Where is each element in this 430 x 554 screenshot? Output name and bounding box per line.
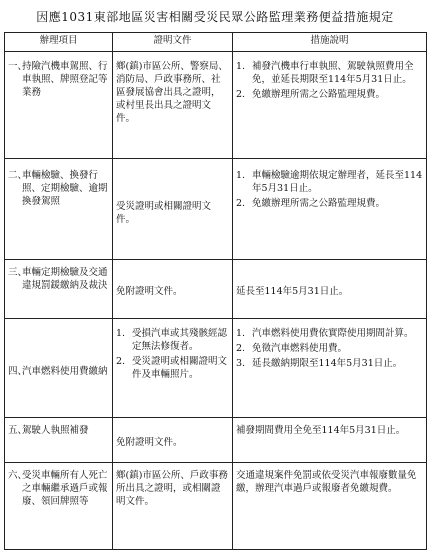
measure-item: 1. 汽車燃料使用費依實際使用期間計算。	[236, 328, 414, 339]
row-number: 三、	[8, 267, 28, 278]
docs-text: 鄉(鎮)市區公所、戶政事務所出具之證明，或相關證明文件。	[116, 470, 228, 507]
row-measures-cell	[233, 319, 427, 418]
header-docs: 證明文件	[113, 33, 233, 52]
table-row	[5, 52, 427, 159]
row-item-text: 汽車燃料使用費繳納	[22, 365, 108, 377]
row-item-cell	[5, 52, 113, 159]
row-item-cell	[5, 418, 113, 463]
doc-item: 2. 受災證明或相關證明文件及車輛照片。	[116, 356, 228, 380]
row-number: 一、	[8, 61, 28, 72]
row-measures-cell	[233, 418, 427, 463]
measure-item: 3. 延長繳納期限至114年5月31日止。	[236, 358, 403, 369]
measure-text: 補發期間費用全免至114年5月31日止。	[236, 425, 406, 436]
measure-item: 1. 補發汽機車行車執照、駕駛執照費用全免，並延長期限至114年5月31日止。	[236, 61, 414, 85]
row-docs-cell	[113, 418, 233, 463]
row-item-text: 車輛檢驗、換發行照、定期檢驗、逾期換發駕照	[22, 170, 108, 207]
row-item-cell	[5, 319, 113, 418]
row-measures-cell	[233, 463, 427, 550]
row-number: 五、	[8, 425, 28, 436]
measure-item: 2. 免繳辦理所需之公路監理規費。	[236, 89, 386, 100]
docs-text: 免附證明文件。	[116, 436, 183, 448]
row-docs-cell	[113, 159, 233, 260]
header-measures: 措施說明	[233, 33, 427, 52]
row-measures-cell	[233, 52, 427, 159]
row-item-text: 持險汽機車駕照、行車執照、牌照登記等業務	[22, 61, 108, 98]
row-number: 四、	[8, 365, 28, 377]
docs-text: 鄉(鎮)市區公所、警察局、消防局、戶政事務所、社區發展協會出具之證明，或村里長出具之證明文件。	[116, 61, 228, 124]
row-docs-cell	[113, 260, 233, 319]
table-row	[5, 418, 427, 463]
header-item: 辦理項目	[5, 33, 113, 52]
row-item-text: 駕駛人執照補發	[22, 425, 89, 436]
table-row	[5, 319, 427, 418]
table-row	[5, 159, 427, 260]
row-number: 二、	[8, 170, 28, 181]
row-docs-cell	[113, 52, 233, 159]
table-row	[5, 463, 427, 550]
row-item-text: 受災車輛所有人死亡之車輛繼承過戶或報廢、領回牌照等	[22, 470, 108, 507]
table-row	[5, 260, 427, 319]
measure-text: 延長至114年5月31日止。	[236, 285, 349, 297]
row-docs-cell	[113, 319, 233, 418]
row-measures-cell	[233, 260, 427, 319]
table-header-row	[5, 33, 427, 52]
measure-item: 1. 車輛檢驗逾期依規定辦理者，延長至114年5月31日止。	[236, 170, 423, 194]
doc-item: 1. 受損汽車或其殘骸經認定無法修復者。	[116, 328, 228, 352]
row-item-cell	[5, 260, 113, 319]
measures-table	[4, 32, 427, 550]
row-item-cell	[5, 463, 113, 550]
measure-item: 2. 免徵汽車燃料使用費。	[236, 343, 348, 354]
row-number: 六、	[8, 470, 28, 481]
measure-text: 交通違規案件免罰或依受災汽車報廢數量免繳，辦理汽車過戶或報廢者免繳規費。	[236, 470, 417, 494]
row-item-text: 車輛定期檢驗及交通違規罰鍰繳納及裁決	[22, 267, 108, 291]
measure-item: 2. 免繳辦理所需之公路監理規費。	[236, 198, 386, 209]
docs-text: 免附證明文件。	[116, 285, 183, 297]
row-docs-cell	[113, 463, 233, 550]
row-item-cell	[5, 159, 113, 260]
row-measures-cell	[233, 159, 427, 260]
docs-text: 受災證明或相關證明文件。	[116, 201, 212, 225]
document-title: 因應1031東部地區災害相關受災民眾公路監理業務便益措施規定	[36, 10, 394, 24]
